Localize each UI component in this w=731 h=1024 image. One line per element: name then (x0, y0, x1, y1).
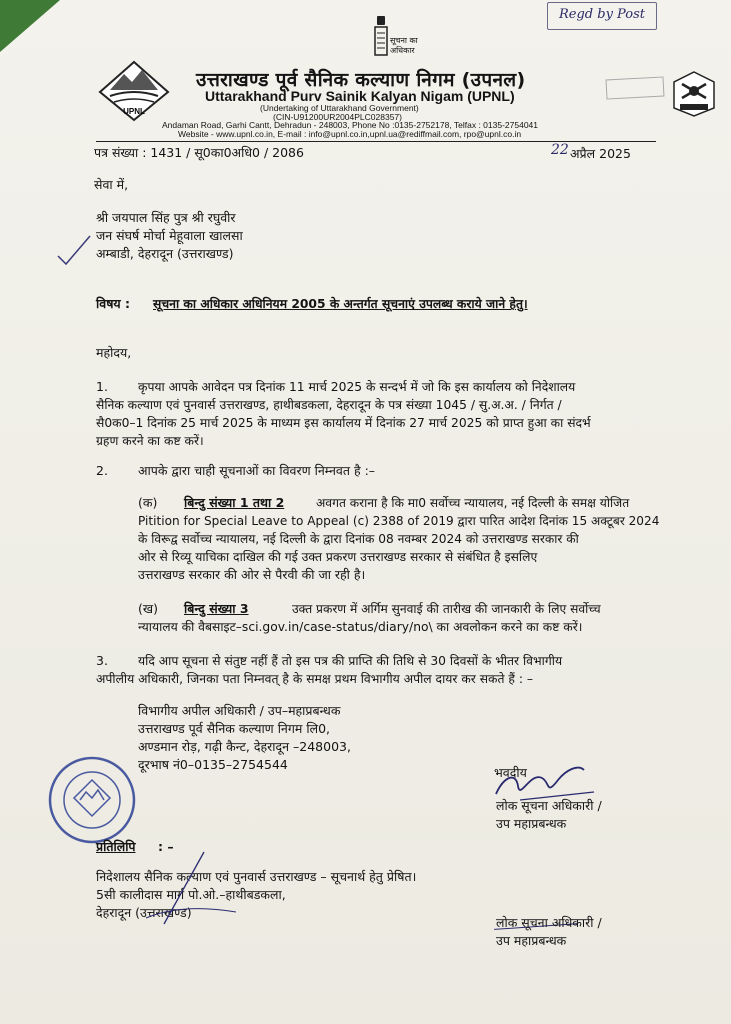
org-cin: (CIN-U91200UR2004PLC028357) (273, 112, 402, 122)
green-corner (0, 0, 60, 52)
rti-logo-line1: सूचना का (390, 36, 418, 45)
point-a-line-4: ओर से रिव्यू याचिका दाखिल की गई उक्त प्रकरण उत्तराखण्ड सरकार से संबंधित है इसलिए (138, 550, 538, 564)
copy-label-colon: : – (158, 839, 174, 854)
org-name-hindi: उत्तराखण्ड पूर्व सैनिक कल्याण निगम (उपनल) (196, 69, 526, 91)
rti-logo (372, 14, 432, 62)
para1-line-3: सै0क0–1 दिनांक 25 मार्च 2025 के माध्यम इस कार्यालय में दिनांक 27 मार्च 2025 को प्राप्त हुआ का संदर्भ (96, 416, 591, 430)
para1-number: 1. (96, 379, 108, 394)
appeal-address-line-2: उत्तराखण्ड पूर्व सैनिक कल्याण निगम लि0, (138, 721, 330, 736)
org-address: Andaman Road, Garhi Cantt, Dehradun - 248003, Phone No :0135-2752178, Telfax : 0135-2754041 (162, 120, 539, 130)
point-a-line-1: अवगत कराना है कि मा0 सर्वोच्च न्यायालय, नई दिल्ली के समक्ष योजित (316, 496, 630, 510)
point-a-line-3: के विरूद्व सर्वोच्च न्यायालय, नई दिल्ली के द्वारा दिनांक 08 नवम्बर 2024 को उत्तराखण्ड सरकार की (138, 532, 579, 546)
para3-line-1: यदि आप सूचना से संतुष्ट नहीं हैं तो इस पत्र की प्राप्ति की तिथि से 30 दिवसों के भीतर विभागीय (138, 654, 563, 668)
upnl-logo-text: UPNL (123, 107, 145, 116)
rti-logo-line2: अधिकार (390, 46, 415, 55)
para2-intro: आपके द्वारा चाही सूचनाओं का विवरण निम्नवत है :– (138, 463, 376, 478)
copy-line-1: निदेशालय सैनिक कल्याण एवं पुनवार्स उत्तराखण्ड – सूचनार्थ हेतु प्रेषित। (96, 869, 417, 884)
point-b-title: बिन्दु संख्या 3 (184, 601, 249, 616)
header-rule (96, 141, 656, 142)
org-name-english: Uttarakhand Purv Sainik Kalyan Nigam (UPNL) (205, 88, 515, 104)
tick-mark (54, 232, 94, 268)
subject-text: सूचना का अधिकार अधिनियम 2005 के अन्तर्गत सूचनाएं उपलब्ध कराये जाने हेतु। (153, 297, 528, 311)
appeal-address-line-3: अण्डमान रोड़, गढ़ी कैन्ट, देहरादून –248003, (138, 739, 351, 754)
para1-line-1: कृपया आपके आवेदन पत्र दिनांक 11 मार्च 2025 के सन्दर्भ में जो कि इस कार्यालय को निदेशालय (138, 380, 576, 394)
addressee-line-3: अम्बाडी, देहरादून (उत्तराखण्ड) (96, 246, 234, 261)
greeting: महोदय, (96, 345, 132, 360)
salutation-to: सेवा में, (94, 177, 129, 192)
appeal-address-line-1: विभागीय अपील अधिकारी / उप–महाप्रबन्धक (138, 703, 341, 718)
rti-lamp-icon (372, 14, 390, 58)
point-b-line-2: न्यायालय की वैबसाइट–sci.gov.in/case-status/diary/no\ का अवलोकन करने का कष्ट करें। (138, 620, 583, 634)
para1-line-4: ग्रहण करने का कष्ट करें। (96, 434, 204, 448)
copy-line-2: 5सी कालीदास मार्ग पो.ओ.–हाथीबडकला, (96, 887, 286, 902)
addressee-line-2: जन संघर्ष मोर्चा मेहूवाला खालसा (96, 228, 243, 243)
copy-label: प्रतिलिपि (96, 839, 136, 854)
signatory-title-1: लोक सूचना अधिकारी / (496, 798, 602, 813)
para3-number: 3. (96, 653, 108, 668)
signatory-designation-2: उप महाप्रबन्धक (496, 933, 567, 948)
office-seal (46, 754, 138, 846)
point-b-line-1: उक्त प्रकरण में अर्गिम सुनवाई की तारीख की जानकारी के लिए सर्वोच्च (292, 602, 601, 616)
point-a-label: (क) (138, 495, 158, 510)
signatory-designation-1: उप महाप्रबन्धक (496, 816, 567, 831)
addressee-line-1: श्री जयपाल सिंह पुत्र श्री रघुवीर (96, 210, 236, 225)
point-a-line-5: उत्तराखण्ड सरकार की ओर से पैरवी की जा रही है। (138, 567, 366, 582)
point-a-title: बिन्दु संख्या 1 तथा 2 (184, 495, 285, 510)
copy-line-3: देहरादून (उत्तराखण्ड) (96, 905, 192, 920)
date-handwritten: 22 (551, 142, 569, 158)
letter-reference: पत्र संख्या : 1431 / सू0का0अधि0 / 2086 (94, 145, 304, 160)
signatory-title-2: लोक सूचना अधिकारी / (496, 915, 602, 930)
org-undertaking: (Undertaking of Uttarakhand Government) (260, 103, 419, 113)
grey-stamp (606, 76, 665, 99)
subject-label: विषय : (96, 296, 131, 311)
army-emblem (668, 68, 720, 118)
upnl-logo (98, 60, 170, 122)
handwritten-note: Regd by Post (547, 2, 657, 30)
closing-text: भवदीय (494, 765, 527, 780)
para2-number: 2. (96, 463, 108, 478)
letter-date: अप्रैल 2025 (570, 146, 631, 161)
signature-strike (140, 848, 250, 928)
org-website: Website - www.upnl.co.in, E-mail : info@upnl.co.in,upnl.ua@rediffmail.com, rpo@upnl.co.in (178, 129, 522, 139)
para3-line-2: अपीलीय अधिकारी, जिनका पता निम्नवत् है के समक्ष प्रथम विभागीय अपील दायर कर सकते हैं : – (96, 672, 534, 686)
appeal-address-line-4: दूरभाष नं0–0135–2754544 (138, 757, 288, 772)
point-b-label: (ख) (138, 601, 158, 616)
point-a-line-2: Pitition for Special Leave to Appeal (c) 2388 of 2019 द्वारा पारित आदेश दिनांक 15 अक्टूबर 2024 (138, 514, 660, 528)
para1-line-2: सैनिक कल्याण एवं पुनवार्स उत्तराखण्ड, हाथीबडकला, देहरादून के पत्र संख्या 1045 / सु.अ.अ. / निर्गत / (96, 398, 562, 412)
